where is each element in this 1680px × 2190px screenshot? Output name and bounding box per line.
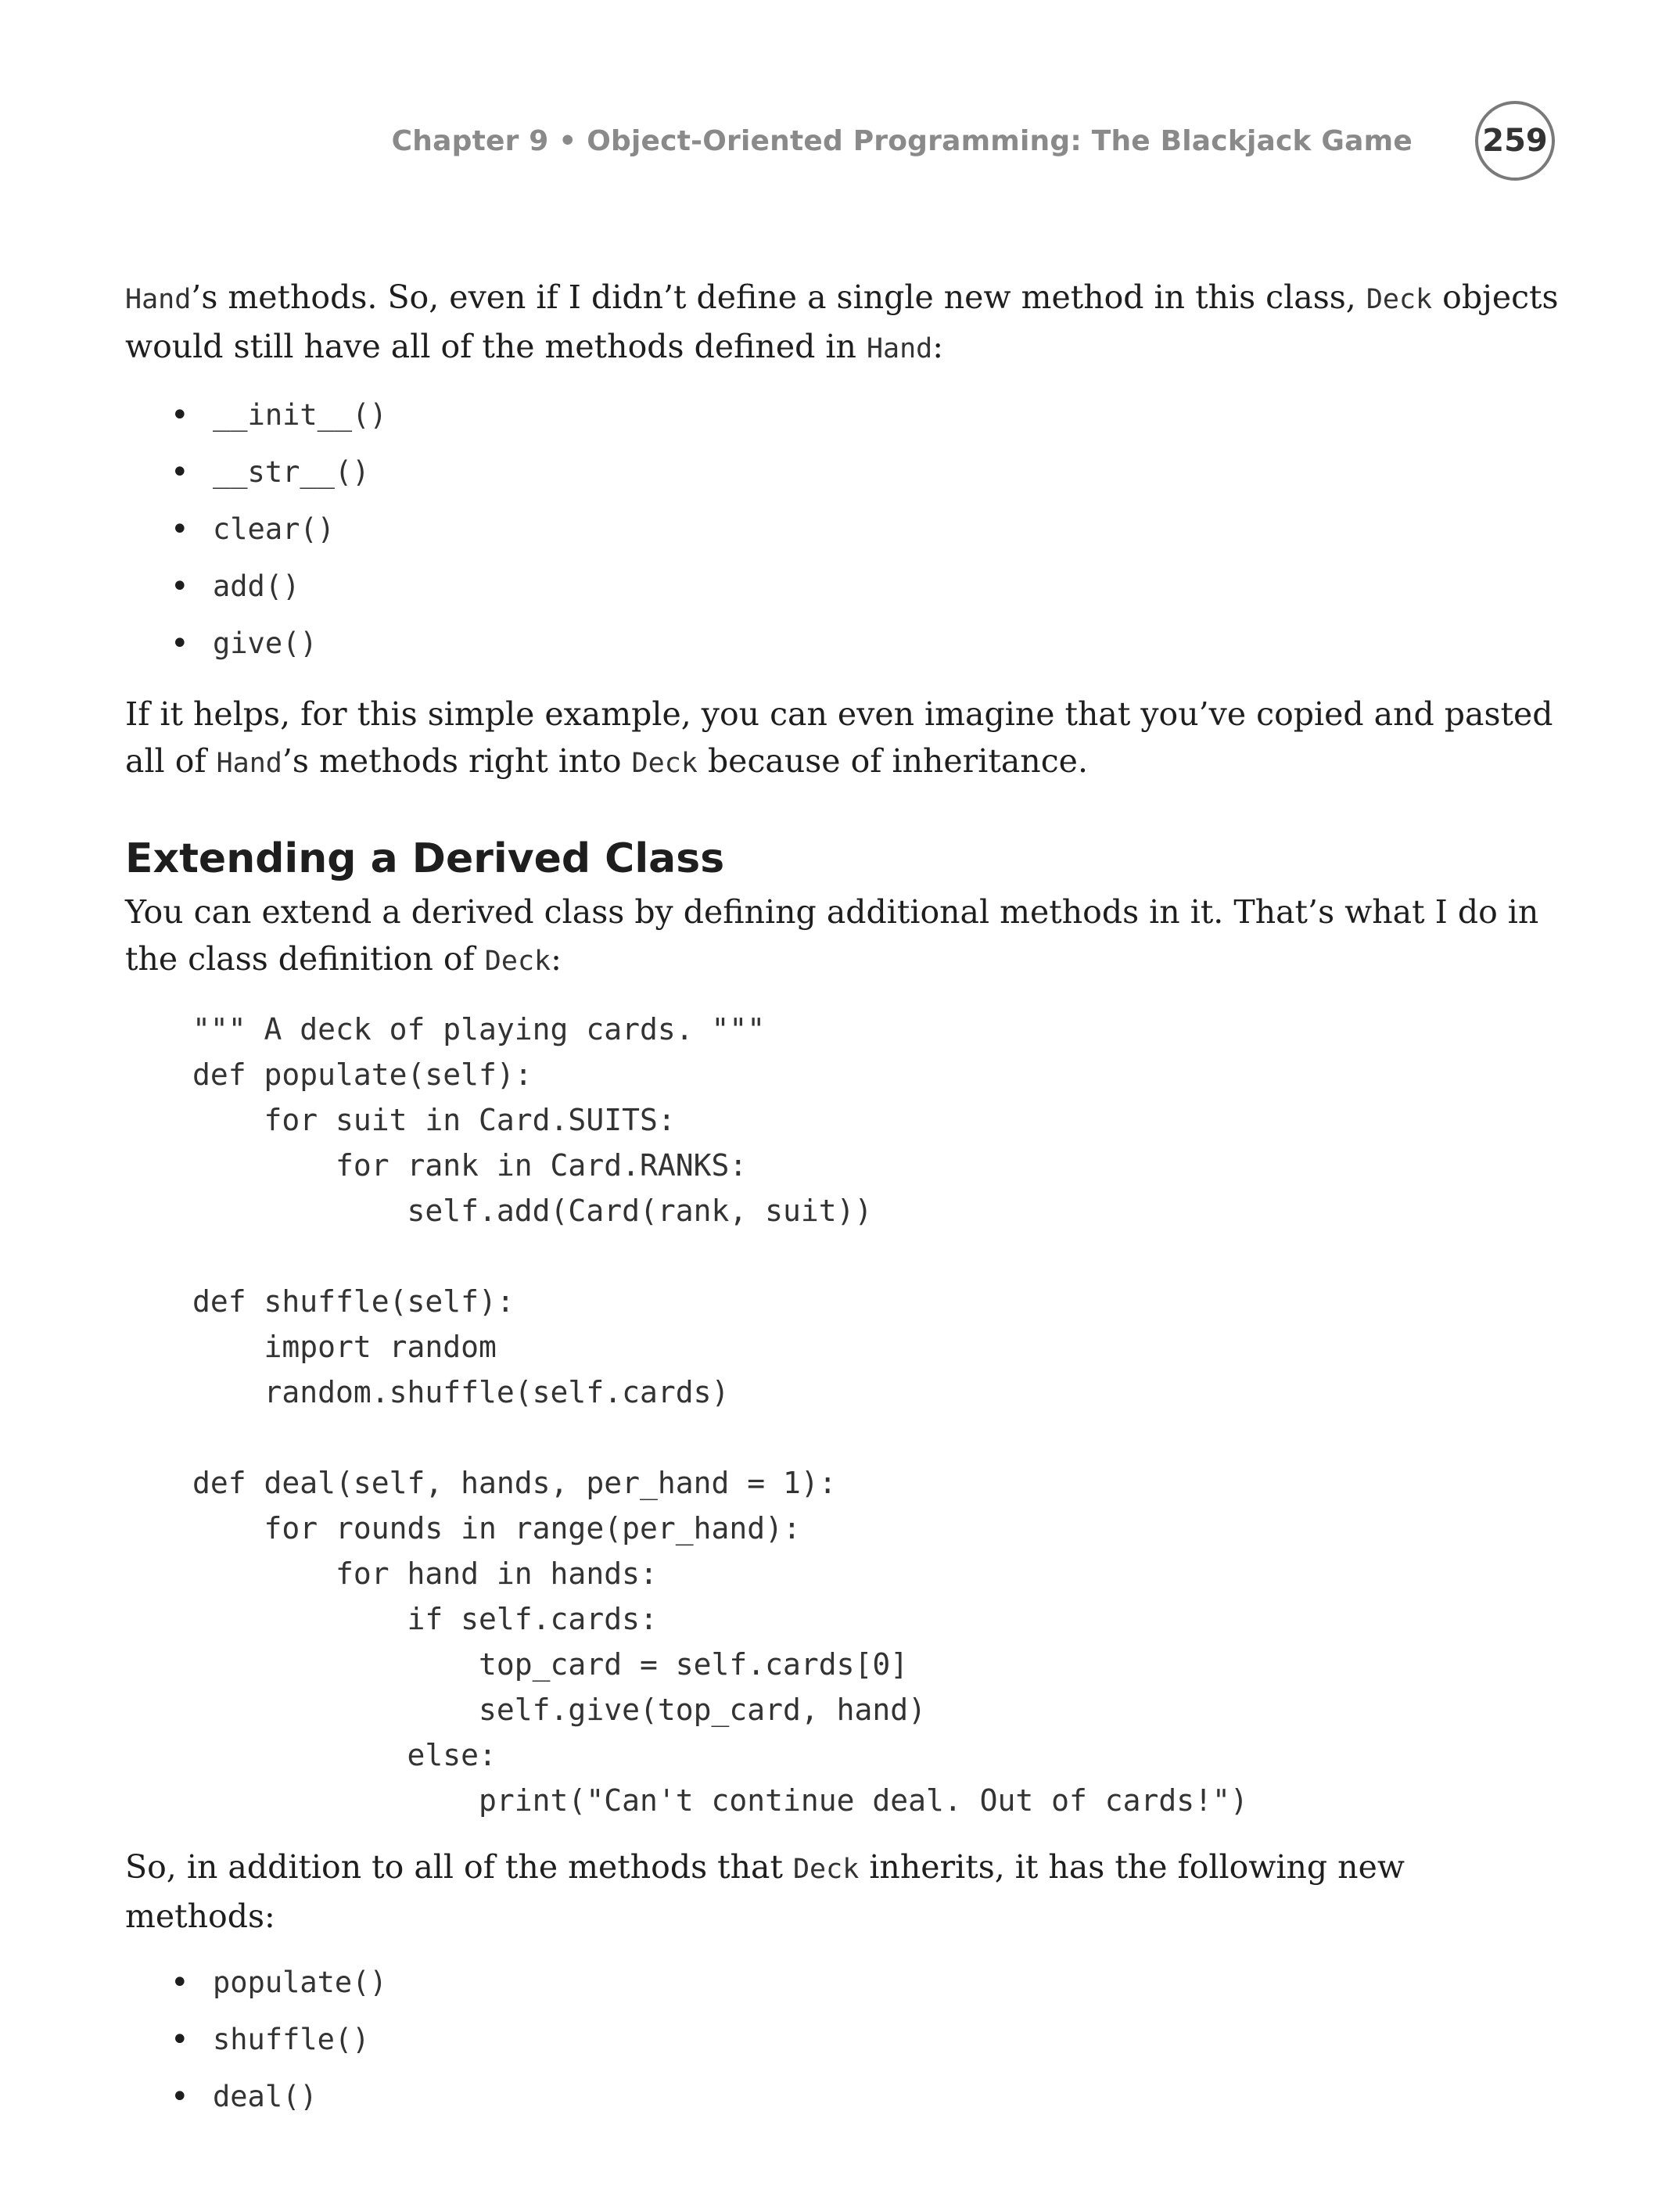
bullet-icon: • [171, 2021, 189, 2058]
inline-code: Deck [792, 1854, 860, 1885]
intro-paragraph: Hand’s methods. So, even if I didn’t define a single new method in this class, Deck objects would still have all of the methods defined in Hand: [125, 278, 1559, 365]
list-item: • __init__() [125, 386, 1564, 443]
bullet-icon: • [171, 2078, 189, 2115]
list-item: • __str__() [125, 443, 1564, 501]
list-item: • add() [125, 558, 1564, 615]
bullet-icon: • [171, 511, 189, 548]
inline-code: Deck [484, 946, 551, 977]
bullet-icon: • [171, 625, 189, 662]
code-listing: """ A deck of playing cards. """ def populate(self): for suit in Card.SUITS: for rank in Card.RANKS: self.add(Card(rank, suit)) def shuffle(self): import random random.shuffle(self.cards) def deal(self, hands, per_hand = 1): for rounds in range(per_hand): for hand in hands: if self.cards: top_card = self.cards[0] self.give(top_card, hand) else: print("Can't continue deal. Out of cards!") [192, 1012, 1248, 1818]
inline-code: Hand [866, 333, 933, 364]
inline-code: Deck [631, 748, 698, 779]
bullet-icon: • [171, 454, 189, 490]
list-item: • clear() [125, 501, 1564, 558]
inline-code: Deck [1366, 284, 1433, 315]
page-body [125, 274, 1564, 2144]
list-item: • populate() [125, 1954, 1564, 2011]
new-methods-list [125, 1954, 1564, 2125]
bullet-icon: • [171, 1964, 189, 2001]
section-heading: Extending a Derived Class [125, 835, 725, 882]
inline-code: Hand [216, 748, 282, 779]
inherited-methods-list [125, 386, 1564, 672]
bullet-icon: • [171, 568, 189, 605]
bullet-icon: • [171, 397, 189, 433]
summary-paragraph: So, in addition to all of the methods that Deck inherits, it has the following new methods: [125, 1848, 1405, 1935]
inheritance-paragraph: If it helps, for this simple example, you can even imagine that you’ve copied and pasted all of Hand’s methods right into Deck because of inheritance. [125, 695, 1553, 780]
list-item: • shuffle() [125, 2011, 1564, 2068]
list-item: • deal() [125, 2068, 1564, 2125]
inline-code: Hand [125, 284, 192, 315]
running-head: Chapter 9 • Object-Oriented Programming: The Blackjack Game [391, 124, 1413, 157]
page-number: 259 [1475, 101, 1555, 181]
page-header [392, 94, 1555, 188]
list-item: • give() [125, 615, 1564, 672]
section-intro-paragraph: You can extend a derived class by defining additional methods in it. That’s what I do in the class definition of Deck: [125, 893, 1539, 978]
